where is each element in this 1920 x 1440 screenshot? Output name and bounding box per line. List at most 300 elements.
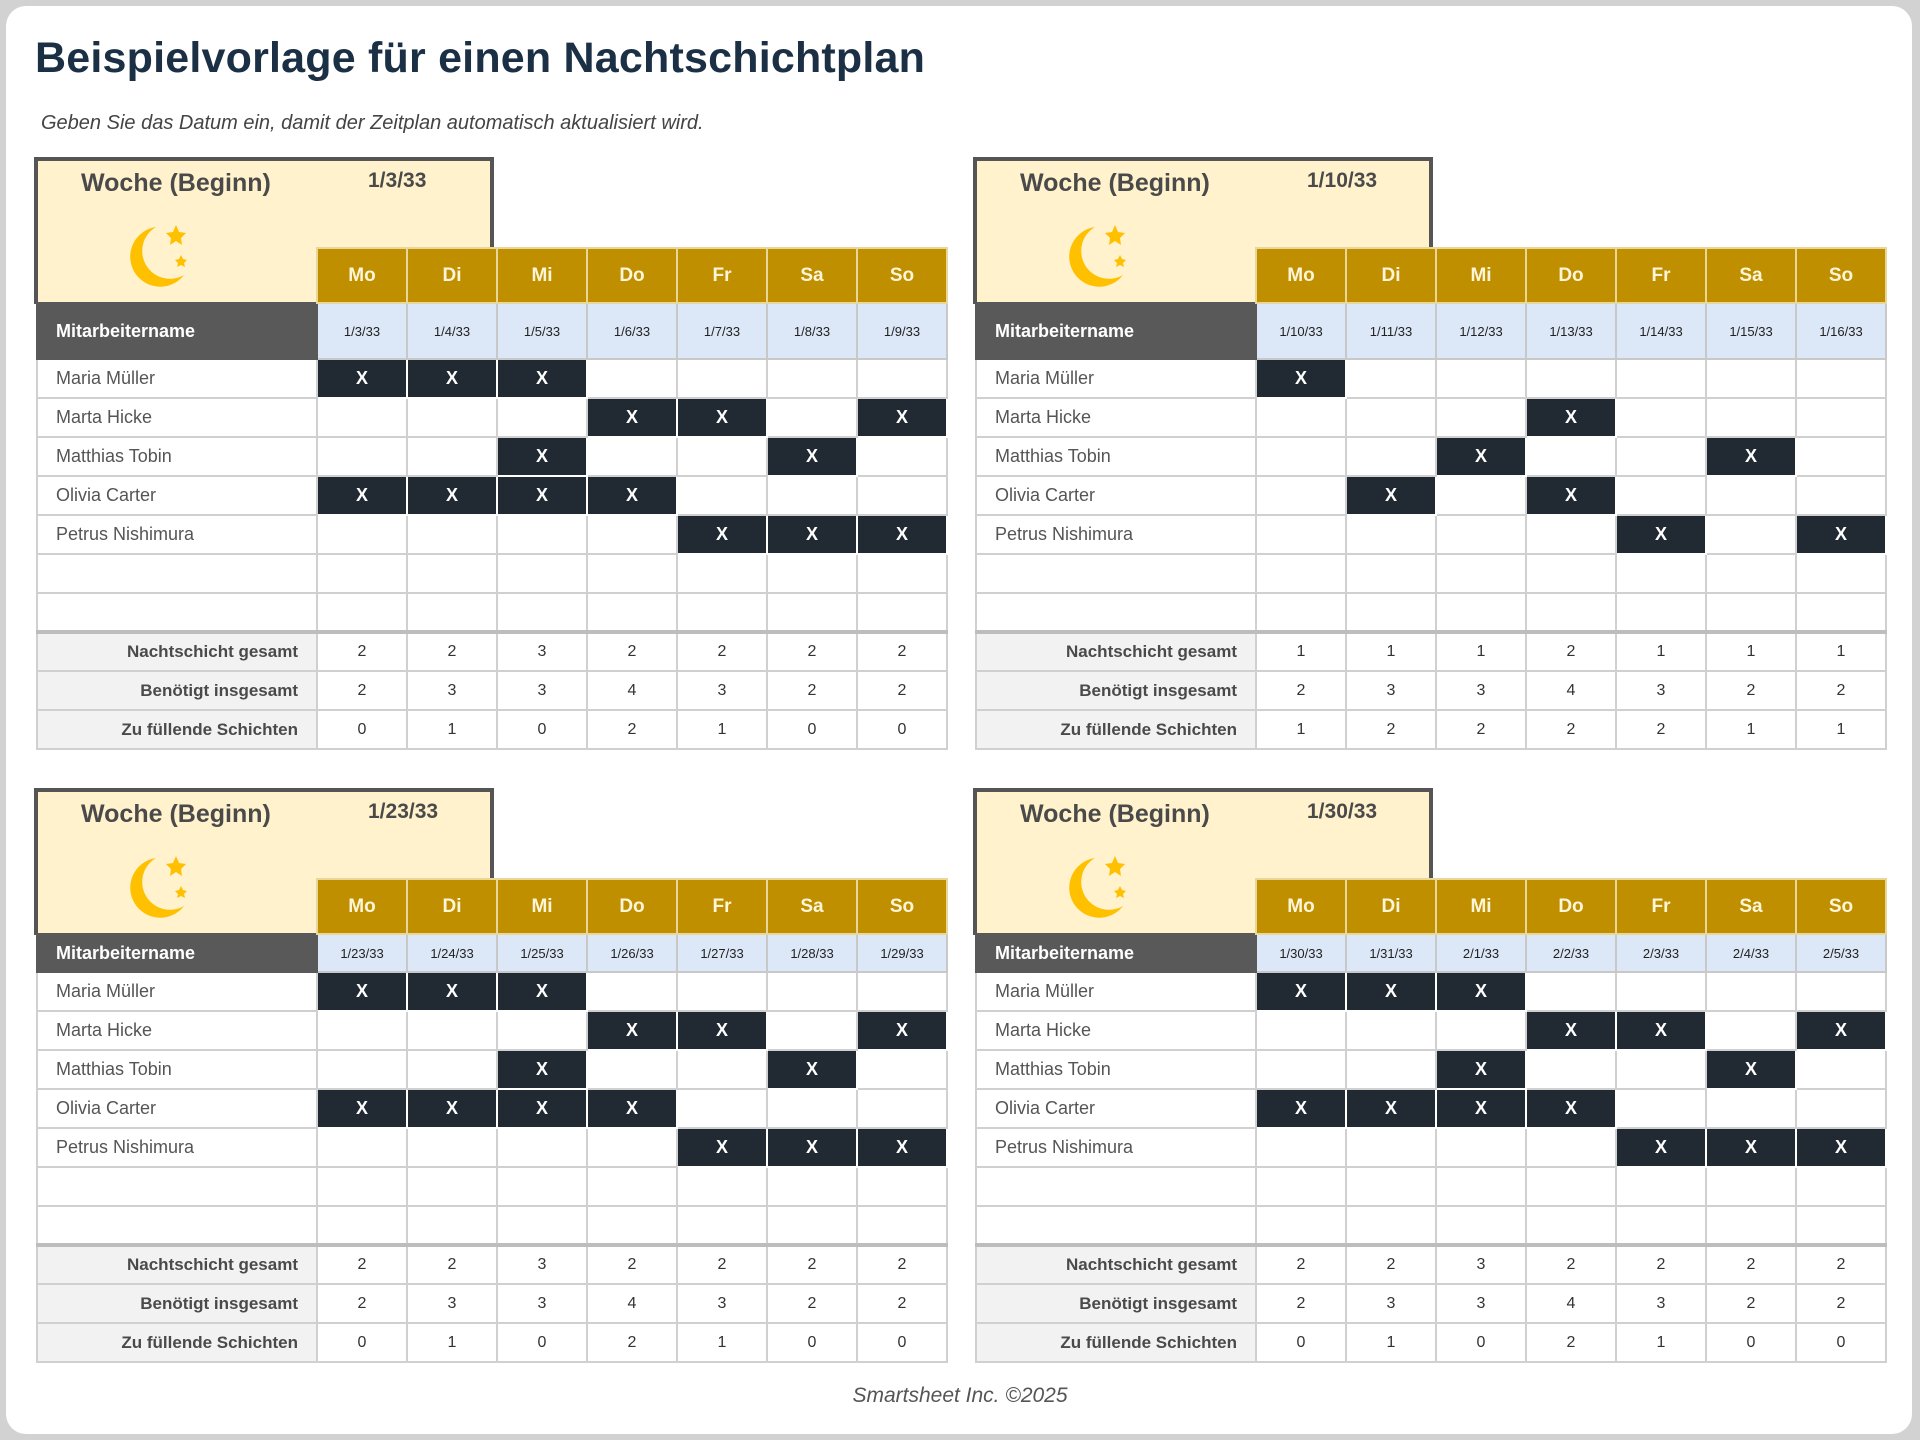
shift-cell-empty[interactable] [1706,554,1796,593]
shift-cell-assigned[interactable]: X [857,398,947,437]
employee-name[interactable]: Maria Müller [976,972,1256,1011]
day-header-row [37,879,947,934]
shift-cell-empty[interactable] [317,593,407,632]
shift-cell-assigned[interactable]: X [317,1089,407,1128]
day-header-row [976,248,1886,303]
shift-cell-empty[interactable] [1436,476,1526,515]
shift-cell-empty[interactable] [1256,476,1346,515]
shift-cell-assigned[interactable]: X [1796,1011,1886,1050]
week-start-label: Woche (Beginn) [81,169,271,197]
shift-cell-empty[interactable] [767,1167,857,1206]
total-night-row-value: 2 [1706,1245,1796,1284]
shift-cell-assigned[interactable]: X [767,1050,857,1089]
employee-name[interactable]: Matthias Tobin [37,1050,317,1089]
to-fill-row-value: 1 [677,1323,767,1362]
schedule-table [36,247,948,750]
shift-cell-assigned[interactable]: X [1256,972,1346,1011]
shift-cell-empty[interactable] [857,593,947,632]
employee-name[interactable]: Petrus Nishimura [37,515,317,554]
shift-cell-empty[interactable] [1526,1167,1616,1206]
shift-cell-empty[interactable] [317,1011,407,1050]
total-needed-row-value: 4 [587,1284,677,1323]
to-fill-row-value: 2 [587,1323,677,1362]
total-needed-row-label: Benötigt insgesamt [976,671,1256,710]
date-cell: 1/11/33 [1346,303,1436,359]
to-fill-row-value: 2 [1616,710,1706,749]
shift-cell-empty[interactable] [407,1206,497,1245]
date-row [37,303,947,359]
shift-cell-assigned[interactable]: X [1436,972,1526,1011]
shift-cell-assigned[interactable]: X [497,437,587,476]
employee-row [976,1011,1886,1050]
total-needed-row-value: 3 [1616,1284,1706,1323]
shift-cell-assigned[interactable]: X [1346,972,1436,1011]
shift-cell-empty[interactable] [1256,593,1346,632]
shift-cell-empty[interactable] [1706,1089,1796,1128]
employee-name[interactable] [37,554,317,593]
total-needed-row-value: 3 [1346,1284,1436,1323]
shift-cell-empty[interactable] [677,476,767,515]
shift-cell-assigned[interactable]: X [1706,1128,1796,1167]
shift-cell-empty[interactable] [1346,1167,1436,1206]
shift-cell-empty[interactable] [1526,554,1616,593]
total-night-row-value: 2 [1616,1245,1706,1284]
employee-name[interactable]: Petrus Nishimura [976,1128,1256,1167]
shift-cell-empty[interactable] [1346,515,1436,554]
employee-name[interactable]: Maria Müller [37,972,317,1011]
shift-cell-assigned[interactable]: X [1256,359,1346,398]
shift-cell-empty[interactable] [767,972,857,1011]
shift-cell-assigned[interactable]: X [1616,515,1706,554]
employee-name[interactable] [37,593,317,632]
total-needed-row-value: 4 [1526,1284,1616,1323]
shift-cell-empty[interactable] [407,1167,497,1206]
total-night-row-value: 2 [857,632,947,671]
shift-cell-empty[interactable] [587,554,677,593]
shift-cell-empty[interactable] [1616,1050,1706,1089]
shift-cell-assigned[interactable]: X [407,1089,497,1128]
shift-cell-empty[interactable] [1616,359,1706,398]
shift-cell-empty[interactable] [1526,593,1616,632]
date-cell: 1/30/33 [1256,934,1346,972]
shift-cell-empty[interactable] [677,437,767,476]
shift-cell-empty[interactable] [317,554,407,593]
shift-cell-empty[interactable] [767,398,857,437]
shift-cell-empty[interactable] [1256,398,1346,437]
employee-name[interactable]: Marta Hicke [976,398,1256,437]
to-fill-row-value: 2 [1436,710,1526,749]
shift-cell-empty[interactable] [1796,1050,1886,1089]
employee-name[interactable] [976,1167,1256,1206]
employee-name[interactable] [976,1206,1256,1245]
shift-cell-empty[interactable] [1346,1206,1436,1245]
shift-cell-empty[interactable] [1436,1167,1526,1206]
shift-cell-empty[interactable] [407,554,497,593]
shift-cell-empty[interactable] [497,1011,587,1050]
shift-cell-empty[interactable] [587,1167,677,1206]
page-subtitle: Geben Sie das Datum ein, damit der Zeitplan automatisch aktualisiert wird. [41,112,704,134]
shift-cell-empty[interactable] [1256,1011,1346,1050]
total-night-row-value: 1 [1346,632,1436,671]
shift-cell-empty[interactable] [1796,1089,1886,1128]
shift-cell-empty[interactable] [587,1206,677,1245]
shift-cell-assigned[interactable]: X [857,1128,947,1167]
shift-cell-empty[interactable] [1616,398,1706,437]
shift-cell-empty[interactable] [1616,593,1706,632]
shift-cell-empty[interactable] [1706,1011,1796,1050]
shift-cell-empty[interactable] [767,476,857,515]
shift-cell-assigned[interactable]: X [1346,476,1436,515]
shift-cell-assigned[interactable]: X [677,398,767,437]
shift-cell-empty[interactable] [497,554,587,593]
shift-cell-assigned[interactable]: X [317,972,407,1011]
shift-cell-empty[interactable] [497,593,587,632]
shift-cell-assigned[interactable]: X [587,1089,677,1128]
shift-cell-empty[interactable] [1616,476,1706,515]
week-block [34,157,944,752]
shift-cell-assigned[interactable]: X [677,1011,767,1050]
shift-cell-empty[interactable] [1256,515,1346,554]
shift-cell-empty[interactable] [497,1206,587,1245]
day-header: Fr [677,879,767,934]
shift-cell-assigned[interactable]: X [1616,1128,1706,1167]
employee-name[interactable]: Maria Müller [976,359,1256,398]
shift-cell-empty[interactable] [677,1050,767,1089]
employee-name[interactable]: Marta Hicke [37,398,317,437]
day-header: So [857,879,947,934]
shift-cell-assigned[interactable]: X [767,1128,857,1167]
shift-cell-empty[interactable] [1436,1011,1526,1050]
shift-cell-empty[interactable] [497,1128,587,1167]
shift-cell-assigned[interactable]: X [497,972,587,1011]
shift-cell-empty[interactable] [677,554,767,593]
employee-name[interactable]: Matthias Tobin [976,1050,1256,1089]
employee-row [37,515,947,554]
shift-cell-empty[interactable] [1706,972,1796,1011]
shift-cell-empty[interactable] [1616,554,1706,593]
shift-cell-empty[interactable] [1526,1128,1616,1167]
shift-cell-empty[interactable] [1616,437,1706,476]
employee-name[interactable]: Olivia Carter [976,1089,1256,1128]
shift-cell-assigned[interactable]: X [317,476,407,515]
shift-cell-empty[interactable] [497,398,587,437]
shift-cell-empty[interactable] [767,1206,857,1245]
shift-cell-empty[interactable] [857,972,947,1011]
shift-cell-empty[interactable] [587,359,677,398]
to-fill-row [976,710,1886,749]
employee-name[interactable]: Maria Müller [37,359,317,398]
shift-cell-empty[interactable] [407,1050,497,1089]
shift-cell-empty[interactable] [1346,437,1436,476]
total-needed-row [976,671,1886,710]
shift-cell-empty[interactable] [1436,1206,1526,1245]
shift-cell-empty[interactable] [1796,554,1886,593]
shift-cell-empty[interactable] [497,515,587,554]
shift-cell-assigned[interactable]: X [407,476,497,515]
shift-cell-empty[interactable] [767,593,857,632]
shift-cell-assigned[interactable]: X [497,359,587,398]
week-start-date[interactable]: 1/23/33 [368,800,439,823]
shift-cell-empty[interactable] [767,1011,857,1050]
to-fill-row-value: 0 [767,710,857,749]
shift-cell-empty[interactable] [857,1167,947,1206]
shift-cell-empty[interactable] [677,593,767,632]
day-header: Mo [1256,879,1346,934]
shift-cell-empty[interactable] [857,554,947,593]
shift-cell-empty[interactable] [1526,972,1616,1011]
shift-cell-assigned[interactable]: X [497,476,587,515]
date-cell: 1/5/33 [497,303,587,359]
shift-cell-empty[interactable] [1436,554,1526,593]
shift-cell-empty[interactable] [587,593,677,632]
shift-cell-empty[interactable] [677,1089,767,1128]
spacer-cell [37,248,317,303]
shift-cell-empty[interactable] [857,1206,947,1245]
shift-cell-assigned[interactable]: X [677,1128,767,1167]
shift-cell-empty[interactable] [407,1011,497,1050]
shift-cell-assigned[interactable]: X [1706,437,1796,476]
shift-cell-assigned[interactable]: X [317,359,407,398]
shift-cell-empty[interactable] [857,1089,947,1128]
shift-cell-assigned[interactable]: X [587,1011,677,1050]
total-night-row-value: 2 [317,632,407,671]
to-fill-row-value: 1 [1616,1323,1706,1362]
shift-cell-empty[interactable] [857,1050,947,1089]
schedule-table [975,878,1887,1363]
shift-cell-empty[interactable] [767,359,857,398]
shift-cell-empty[interactable] [1706,1206,1796,1245]
shift-cell-assigned[interactable]: X [587,398,677,437]
shift-cell-empty[interactable] [1346,398,1436,437]
total-night-row-label: Nachtschicht gesamt [37,632,317,671]
shift-cell-empty[interactable] [1796,1206,1886,1245]
employee-name[interactable] [37,1167,317,1206]
employee-name[interactable] [37,1206,317,1245]
shift-cell-empty[interactable] [1616,1167,1706,1206]
shift-cell-empty[interactable] [1706,515,1796,554]
shift-cell-empty[interactable] [587,515,677,554]
to-fill-row-value: 0 [497,1323,587,1362]
date-cell: 1/4/33 [407,303,497,359]
shift-cell-empty[interactable] [407,515,497,554]
shift-cell-empty[interactable] [1436,515,1526,554]
shift-cell-empty[interactable] [1346,1011,1436,1050]
week-start-date[interactable]: 1/3/33 [368,169,427,192]
shift-cell-empty[interactable] [407,593,497,632]
total-night-row [37,1245,947,1284]
employee-name[interactable]: Olivia Carter [37,476,317,515]
date-cell: 1/31/33 [1346,934,1436,972]
shift-cell-empty[interactable] [1256,1167,1346,1206]
shift-cell-empty[interactable] [1346,554,1436,593]
shift-cell-empty[interactable] [1346,1050,1436,1089]
shift-cell-empty[interactable] [1796,359,1886,398]
shift-cell-empty[interactable] [1526,1206,1616,1245]
shift-cell-empty[interactable] [497,1167,587,1206]
shift-cell-empty[interactable] [857,359,947,398]
shift-cell-empty[interactable] [677,1167,767,1206]
shift-cell-empty[interactable] [1256,1050,1346,1089]
shift-cell-assigned[interactable]: X [857,515,947,554]
shift-cell-empty[interactable] [1526,515,1616,554]
shift-cell-empty[interactable] [1436,359,1526,398]
shift-cell-empty[interactable] [1796,398,1886,437]
total-night-row-value: 2 [857,1245,947,1284]
shift-cell-empty[interactable] [1256,554,1346,593]
shift-cell-assigned[interactable]: X [1256,1089,1346,1128]
shift-cell-empty[interactable] [1706,398,1796,437]
shift-cell-assigned[interactable]: X [587,476,677,515]
employee-name[interactable]: Matthias Tobin [976,437,1256,476]
employee-name[interactable] [976,593,1256,632]
to-fill-row-value: 1 [407,1323,497,1362]
shift-cell-empty[interactable] [767,1089,857,1128]
shift-cell-assigned[interactable]: X [857,1011,947,1050]
shift-cell-empty[interactable] [587,972,677,1011]
shift-cell-empty[interactable] [677,972,767,1011]
shift-cell-empty[interactable] [317,515,407,554]
employee-name[interactable]: Marta Hicke [976,1011,1256,1050]
to-fill-row-label: Zu füllende Schichten [976,710,1256,749]
shift-cell-empty[interactable] [677,359,767,398]
to-fill-row-value: 1 [407,710,497,749]
schedule-table [975,247,1887,750]
shift-cell-assigned[interactable]: X [1796,1128,1886,1167]
day-header: Mi [1436,879,1526,934]
shift-cell-empty[interactable] [1796,972,1886,1011]
shift-cell-assigned[interactable]: X [1526,476,1616,515]
shift-cell-empty[interactable] [1526,437,1616,476]
day-header: Do [587,248,677,303]
shift-cell-empty[interactable] [1346,359,1436,398]
date-cell: 2/5/33 [1796,934,1886,972]
shift-cell-empty[interactable] [1796,1167,1886,1206]
date-cell: 1/15/33 [1706,303,1796,359]
shift-cell-empty[interactable] [407,398,497,437]
shift-cell-assigned[interactable]: X [1436,437,1526,476]
shift-cell-empty[interactable] [1706,476,1796,515]
shift-cell-assigned[interactable]: X [407,972,497,1011]
shift-cell-empty[interactable] [1796,476,1886,515]
shift-cell-empty[interactable] [587,437,677,476]
to-fill-row-value: 2 [1526,710,1616,749]
employee-name[interactable]: Matthias Tobin [37,437,317,476]
shift-cell-assigned[interactable]: X [767,437,857,476]
shift-cell-empty[interactable] [1706,593,1796,632]
employee-name[interactable] [976,554,1256,593]
shift-cell-empty[interactable] [1436,398,1526,437]
shift-cell-empty[interactable] [317,1128,407,1167]
shift-cell-empty[interactable] [1256,1206,1346,1245]
employee-row [976,972,1886,1011]
shift-cell-empty[interactable] [317,1167,407,1206]
shift-cell-assigned[interactable]: X [1526,1011,1616,1050]
shift-cell-empty[interactable] [1436,593,1526,632]
shift-cell-empty[interactable] [1346,1128,1436,1167]
shift-cell-empty[interactable] [587,1128,677,1167]
total-needed-row-value: 3 [1346,671,1436,710]
shift-cell-empty[interactable] [677,1206,767,1245]
employee-name[interactable]: Olivia Carter [37,1089,317,1128]
shift-cell-assigned[interactable]: X [407,359,497,398]
shift-cell-empty[interactable] [1616,1089,1706,1128]
week-start-date[interactable]: 1/30/33 [1307,800,1378,823]
employee-row [37,437,947,476]
shift-cell-empty[interactable] [1616,972,1706,1011]
date-cell: 1/13/33 [1526,303,1616,359]
shift-cell-empty[interactable] [317,398,407,437]
shift-cell-empty[interactable] [1526,1050,1616,1089]
shift-cell-empty[interactable] [857,437,947,476]
shift-cell-empty[interactable] [317,437,407,476]
shift-cell-assigned[interactable]: X [1616,1011,1706,1050]
shift-cell-assigned[interactable]: X [1436,1050,1526,1089]
employee-row [37,1011,947,1050]
shift-cell-assigned[interactable]: X [1796,515,1886,554]
shift-cell-assigned[interactable]: X [677,515,767,554]
total-night-row-value: 2 [767,632,857,671]
shift-cell-assigned[interactable]: X [497,1089,587,1128]
shift-cell-empty[interactable] [317,1050,407,1089]
shift-cell-empty[interactable] [587,1050,677,1089]
shift-cell-empty[interactable] [1706,1167,1796,1206]
day-header: Mo [317,248,407,303]
date-cell: 1/7/33 [677,303,767,359]
total-needed-row-value: 2 [767,1284,857,1323]
shift-cell-empty[interactable] [767,554,857,593]
shift-cell-empty[interactable] [1616,1206,1706,1245]
day-header: Fr [677,248,767,303]
total-needed-row-label: Benötigt insgesamt [37,671,317,710]
shift-cell-assigned[interactable]: X [497,1050,587,1089]
employee-row [976,398,1886,437]
shift-cell-assigned[interactable]: X [1346,1089,1436,1128]
total-needed-row-value: 3 [1616,671,1706,710]
total-needed-row-value: 3 [1436,671,1526,710]
total-needed-row-value: 2 [1706,1284,1796,1323]
shift-cell-empty[interactable] [1796,593,1886,632]
shift-cell-empty[interactable] [1346,593,1436,632]
employee-name[interactable]: Petrus Nishimura [37,1128,317,1167]
shift-cell-assigned[interactable]: X [1706,1050,1796,1089]
shift-cell-empty[interactable] [1796,437,1886,476]
shift-cell-empty[interactable] [407,1128,497,1167]
day-header: Do [1526,879,1616,934]
employee-name[interactable]: Marta Hicke [37,1011,317,1050]
shift-cell-empty[interactable] [1526,359,1616,398]
shift-cell-empty[interactable] [1706,359,1796,398]
to-fill-row-value: 1 [1346,1323,1436,1362]
shift-cell-assigned[interactable]: X [1526,1089,1616,1128]
employee-name[interactable]: Olivia Carter [976,476,1256,515]
footer-copyright: Smartsheet Inc. ©2025 [852,1384,1068,1407]
shift-cell-assigned[interactable]: X [1526,398,1616,437]
shift-cell-empty[interactable] [1256,1128,1346,1167]
to-fill-row-value: 2 [1346,710,1436,749]
shift-cell-empty[interactable] [407,437,497,476]
employee-row [37,476,947,515]
date-row [37,934,947,972]
week-start-date[interactable]: 1/10/33 [1307,169,1378,192]
shift-cell-assigned[interactable]: X [1436,1089,1526,1128]
employee-name[interactable]: Petrus Nishimura [976,515,1256,554]
shift-cell-assigned[interactable]: X [767,515,857,554]
shift-cell-empty[interactable] [317,1206,407,1245]
shift-cell-empty[interactable] [1436,1128,1526,1167]
day-header: Fr [1616,879,1706,934]
shift-cell-empty[interactable] [1256,437,1346,476]
shift-cell-empty[interactable] [857,476,947,515]
